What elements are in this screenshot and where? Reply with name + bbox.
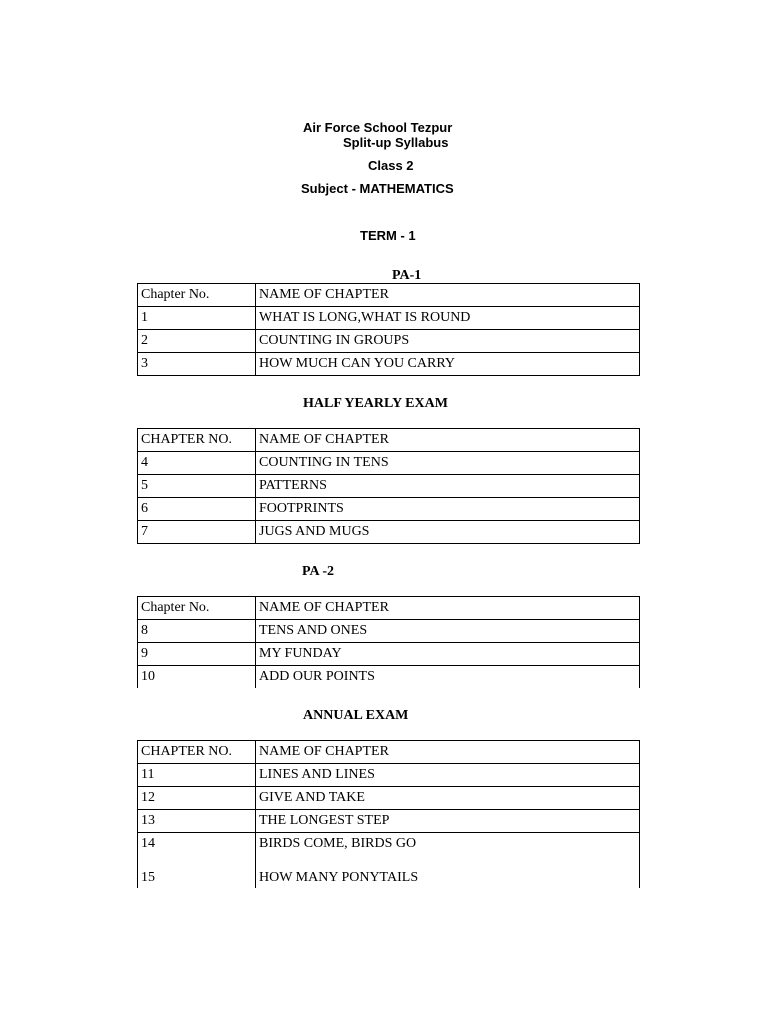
chapter-number: 9: [138, 643, 256, 666]
chapter-name: ADD OUR POINTS: [256, 666, 640, 689]
chapter-number: 5: [138, 475, 256, 498]
table-header-row: [138, 284, 640, 307]
column-header-chapter-name: NAME OF CHAPTER: [256, 284, 640, 307]
table-row: [138, 833, 640, 859]
chapter-number: 15: [138, 858, 256, 888]
table-row: [138, 666, 640, 689]
column-header-chapter-no: Chapter No.: [138, 597, 256, 620]
column-header-chapter-name: NAME OF CHAPTER: [256, 597, 640, 620]
table-row: [138, 452, 640, 475]
chapter-number: 13: [138, 810, 256, 833]
chapter-number: 1: [138, 307, 256, 330]
table-row: [138, 521, 640, 544]
chapter-name: MY FUNDAY: [256, 643, 640, 666]
table-row: [138, 620, 640, 643]
chapter-name: HOW MANY PONYTAILS: [256, 858, 640, 888]
table-row: [138, 787, 640, 810]
chapter-name: WHAT IS LONG,WHAT IS ROUND: [256, 307, 640, 330]
table-row: [138, 475, 640, 498]
table-row: [138, 643, 640, 666]
term-label: TERM - 1: [360, 228, 416, 243]
table-header-row: [138, 597, 640, 620]
table-row: [138, 764, 640, 787]
table-row: [138, 330, 640, 353]
table-row: [138, 498, 640, 521]
column-header-chapter-name: NAME OF CHAPTER: [256, 429, 640, 452]
chapter-number: 11: [138, 764, 256, 787]
table-header-row: [138, 429, 640, 452]
section-heading-pa2: PA -2: [302, 564, 335, 579]
chapter-number: 6: [138, 498, 256, 521]
column-header-chapter-no: Chapter No.: [138, 284, 256, 307]
table-header-row: [138, 741, 640, 764]
subject-label: Subject - MATHEMATICS: [301, 181, 454, 196]
chapter-number: 7: [138, 521, 256, 544]
school-name: Air Force School Tezpur: [303, 120, 453, 135]
chapter-name: FOOTPRINTS: [256, 498, 640, 521]
chapter-number: 2: [138, 330, 256, 353]
chapter-table-pa1: [137, 283, 640, 376]
column-header-chapter-no: CHAPTER NO.: [138, 429, 256, 452]
section-heading-half-yearly: HALF YEARLY EXAM: [303, 396, 448, 411]
section-heading-annual: ANNUAL EXAM: [303, 708, 409, 723]
chapter-name: BIRDS COME, BIRDS GO: [256, 833, 640, 859]
document-title: Split-up Syllabus: [343, 135, 449, 150]
chapter-name: HOW MUCH CAN YOU CARRY: [256, 353, 640, 376]
chapter-name: THE LONGEST STEP: [256, 810, 640, 833]
table-row: [138, 307, 640, 330]
table-row: [138, 353, 640, 376]
chapter-number: 10: [138, 666, 256, 689]
column-header-chapter-name: NAME OF CHAPTER: [256, 741, 640, 764]
class-label: Class 2: [368, 158, 414, 173]
chapter-name: COUNTING IN GROUPS: [256, 330, 640, 353]
chapter-table-annual: [137, 740, 640, 888]
chapter-name: LINES AND LINES: [256, 764, 640, 787]
chapter-name: PATTERNS: [256, 475, 640, 498]
table-row: [138, 810, 640, 833]
section-heading-pa1: PA-1: [392, 268, 422, 283]
chapter-name: GIVE AND TAKE: [256, 787, 640, 810]
table-row: [138, 858, 640, 888]
chapter-number: 8: [138, 620, 256, 643]
chapter-name: COUNTING IN TENS: [256, 452, 640, 475]
chapter-number: 12: [138, 787, 256, 810]
chapter-name: TENS AND ONES: [256, 620, 640, 643]
chapter-table-pa2: [137, 596, 640, 688]
chapter-number: 14: [138, 833, 256, 859]
chapter-name: JUGS AND MUGS: [256, 521, 640, 544]
column-header-chapter-no: CHAPTER NO.: [138, 741, 256, 764]
chapter-number: 4: [138, 452, 256, 475]
chapter-table-half-yearly: [137, 428, 640, 544]
chapter-number: 3: [138, 353, 256, 376]
